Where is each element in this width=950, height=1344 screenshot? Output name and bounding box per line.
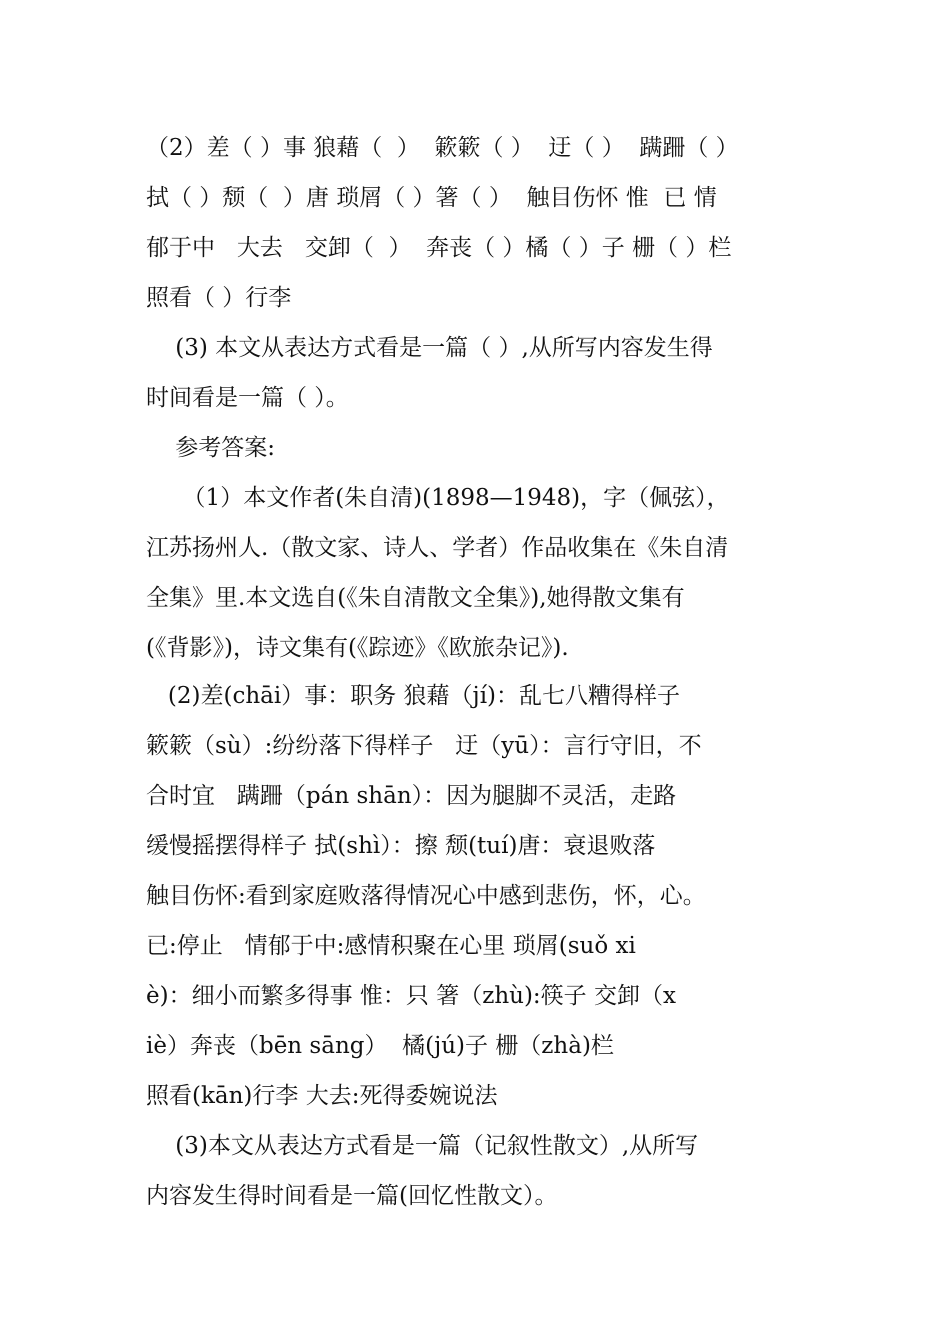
text-line: 郁于中 大去 交卸（ ） 奔丧（ ）橘（ ）子 栅（ ）栏 xyxy=(146,235,732,261)
text-line: 江苏扬州人.（散文家、诗人、学者）作品收集在《朱自清 xyxy=(146,535,729,561)
text-line: (3) 本文从表达方式看是一篇（ ）,从所写内容发生得 xyxy=(146,335,713,361)
text-line: 内容发生得时间看是一篇(回忆性散文）。 xyxy=(146,1183,558,1209)
text-line: 簌簌（sù）:纷纷落下得样子 迂（yū）：言行守旧，不 xyxy=(146,733,702,759)
text-line: (2)差(chāi）事：职务 狼藉（jí)：乱七八糟得样子 xyxy=(146,683,681,709)
text-line: (3)本文从表达方式看是一篇（记叙性散文）,从所写 xyxy=(146,1133,699,1159)
text-line: 合时宜 蹒跚（pán shān）：因为腿脚不灵活，走路 xyxy=(146,783,677,809)
section-heading: 参考答案: xyxy=(146,435,275,461)
text-line: 全集》里.本文选自(《朱自清散文全集》),她得散文集有 xyxy=(146,585,685,611)
text-line: 拭（ ）颓（ ）唐 琐屑（ ）箸（ ） 触目伤怀 惟 已 情 xyxy=(146,185,717,211)
text-line: 照看（ ）行李 xyxy=(146,285,292,311)
text-line: (《背影》)，诗文集有(《踪迹》《欧旅杂记》). xyxy=(146,635,569,661)
text-line: 时间看是一篇（ ）。 xyxy=(146,385,349,411)
text-line: 缓慢摇摆得样子 拭(shì）：擦 颓(tuí)唐：衰退败落 xyxy=(146,833,656,859)
text-line: 照看(kān)行李 大去:死得委婉说法 xyxy=(146,1083,498,1109)
text-line: 触目伤怀:看到家庭败落得情况心中感到悲伤，怀，心。 xyxy=(146,883,706,909)
text-line: （1）本文作者(朱自清)(1898—1948)，字（佩弦）， xyxy=(146,485,730,511)
text-line: （2）差（ ）事 狼藉（ ） 簌簌（ ） 迂（ ） 蹒跚（ ） xyxy=(146,135,739,161)
text-line: iè）奔丧（bēn sāng） 橘(jú)子 栅（zhà)栏 xyxy=(146,1033,614,1059)
text-line: è)：细小而繁多得事 惟：只 箸（zhù):筷子 交卸（x xyxy=(146,983,676,1009)
text-line: 已:停止 情郁于中:感情积聚在心里 琐屑(suǒ xi xyxy=(146,933,636,959)
